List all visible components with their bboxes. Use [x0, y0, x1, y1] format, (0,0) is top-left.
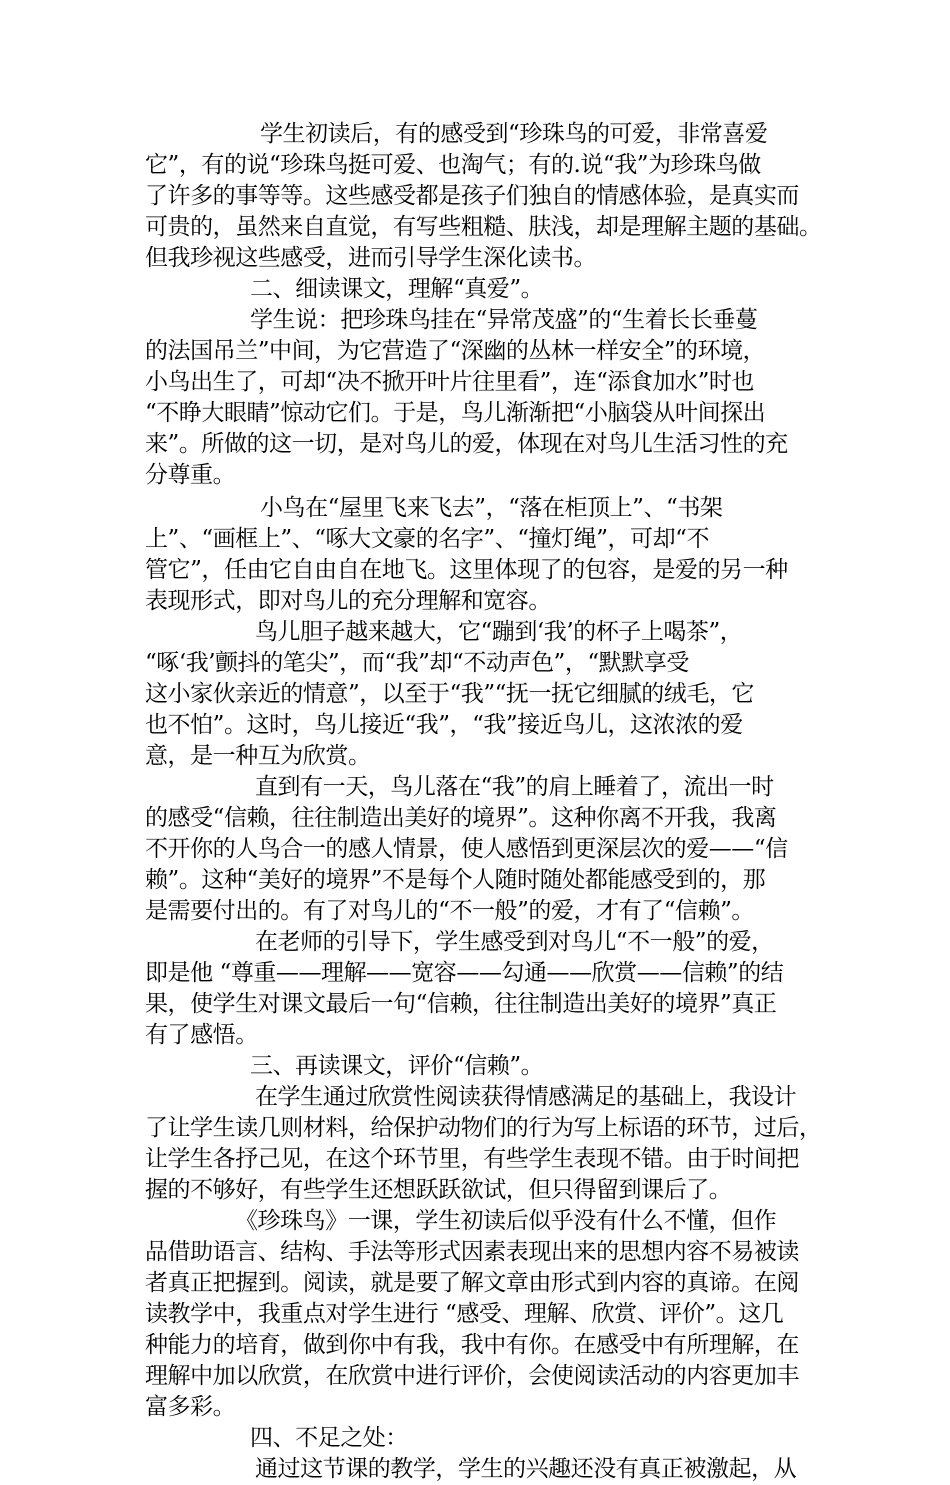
- text-line: 《珍珠鸟》一课，学生初读后似乎没有什么不懂，但作: [235, 1208, 777, 1234]
- text-line: 有了感悟。: [145, 1022, 258, 1048]
- text-line: 握的不够好，有些学生还想跃跃欲试，但只得留到课后了。: [145, 1177, 732, 1203]
- text-line: 不开你的人鸟合一的感人情景，使人感悟到更深层次的爱——“信: [145, 836, 788, 862]
- text-line: 分尊重。: [145, 462, 236, 488]
- text-line: 品借助语言、结构、手法等形式因素表现出来的思想内容不易被读: [145, 1239, 799, 1265]
- text-line: 了许多的事等等。这些感受都是孩子们独自的情感体验，是真实而: [145, 183, 799, 209]
- text-line: 理解中加以欣赏，在欣赏中进行评价，会使阅读活动的内容更加丰: [145, 1363, 799, 1389]
- text-line: 赖”。这种“美好的境界”不是每个人随时随处都能感受到的，那: [145, 867, 766, 893]
- text-line: “啄‘我’颤抖的笔尖”，而“我”却“不动声色”，“默默享受: [145, 650, 689, 676]
- text-line: 三、再读课文，评价“信赖”。: [250, 1053, 544, 1079]
- text-line: 者真正把握到。阅读，就是要了解文章由形式到内容的真谛。在阅: [145, 1270, 799, 1296]
- text-line: 直到有一天，鸟儿落在“我”的肩上睡着了，流出一时: [255, 774, 774, 800]
- text-line: 通过这节课的教学，学生的兴趣还没有真正被激起，从: [255, 1456, 797, 1482]
- text-line: 的感受“信赖，往往制造出美好的境界”。这种你离不开我，我离: [145, 805, 777, 831]
- text-line: 意，是一种互为欣赏。: [145, 743, 371, 769]
- text-line: 在学生通过欣赏性阅读获得情感满足的基础上，我设计: [255, 1084, 797, 1110]
- text-line: 的法国吊兰”中间，为它营造了“深幽的丛林一样安全”的环境，: [145, 338, 766, 364]
- text-line: 管它”，任由它自由自在地飞。这里体现了的包容，是爱的另一种: [145, 557, 788, 583]
- text-line: 富多彩。: [145, 1394, 236, 1420]
- text-line: “不睁大眼睛”惊动它们。于是，鸟儿渐渐把“小脑袋从叶间探出: [145, 400, 766, 426]
- text-line: 种能力的培育，做到你中有我，我中有你。在感受中有所理解，在: [145, 1332, 799, 1358]
- text-line: 了让学生读几则材料，给保护动物们的行为写上标语的环节，过后，: [145, 1115, 822, 1141]
- text-line: 也不怕”。这时，鸟儿接近“我”，“我”接近鸟儿，这浓浓的爱: [145, 712, 743, 738]
- text-line: 可贵的，虽然来自直觉，有写些粗糙、肤浅，却是理解主题的基础。: [145, 214, 822, 240]
- text-line: 上”、“画框上”、“啄大文豪的名字”、“撞灯绳”，可却“不: [145, 526, 710, 552]
- text-line: 但我珍视这些感受，进而引导学生深化读书。: [145, 245, 597, 271]
- text-line: 它”，有的说“珍珠鸟挺可爱、也淘气；有的.说“我”为珍珠鸟做: [145, 152, 761, 178]
- text-line: 表现形式，即对鸟儿的充分理解和宽容。: [145, 588, 551, 614]
- text-line: 在老师的引导下，学生感受到对鸟儿“不一般”的爱，: [255, 929, 774, 955]
- text-line: 小鸟出生了，可却“决不掀开叶片往里看”，连“添食加水”时也: [145, 369, 754, 395]
- text-line: 读教学中，我重点对学生进行 “感受、理解、欣赏、评价”。这几: [145, 1301, 784, 1327]
- text-line: 四、不足之处：: [250, 1425, 408, 1451]
- text-line: 来”。所做的这一切，是对鸟儿的爱，体现在对鸟儿生活习性的充: [145, 431, 788, 457]
- text-line: 果，使学生对课文最后一句“信赖，往往制造出美好的境界”真正: [145, 991, 777, 1017]
- text-line: 学生说：把珍珠鸟挂在“异常茂盛”的“生着长长垂蔓: [250, 307, 758, 333]
- text-line: 让学生各抒己见，在这个环节里，有些学生表现不错。由于时间把: [145, 1146, 799, 1172]
- text-line: 是需要付出的。有了对鸟儿的“不一般”的爱，才有了“信赖”。: [145, 898, 754, 924]
- text-line: 小鸟在“屋里飞来飞去”，“落在柜顶上”、“书架: [260, 495, 723, 521]
- text-line: 这小家伙亲近的情意”，以至于“我”“抚一抚它细腻的绒毛，它: [145, 681, 754, 707]
- text-line: 鸟儿胆子越来越大，它“蹦到‘我’的杯子上喝茶”，: [255, 619, 743, 645]
- text-line: 即是他 “尊重——理解——宽容——勾通——欣赏——信赖”的结: [145, 960, 784, 986]
- text-line: 学生初读后，有的感受到“珍珠鸟的可爱，非常喜爱: [260, 121, 768, 147]
- text-line: 二、细读课文，理解“真爱”。: [250, 276, 544, 302]
- document-body: [145, 119, 822, 1485]
